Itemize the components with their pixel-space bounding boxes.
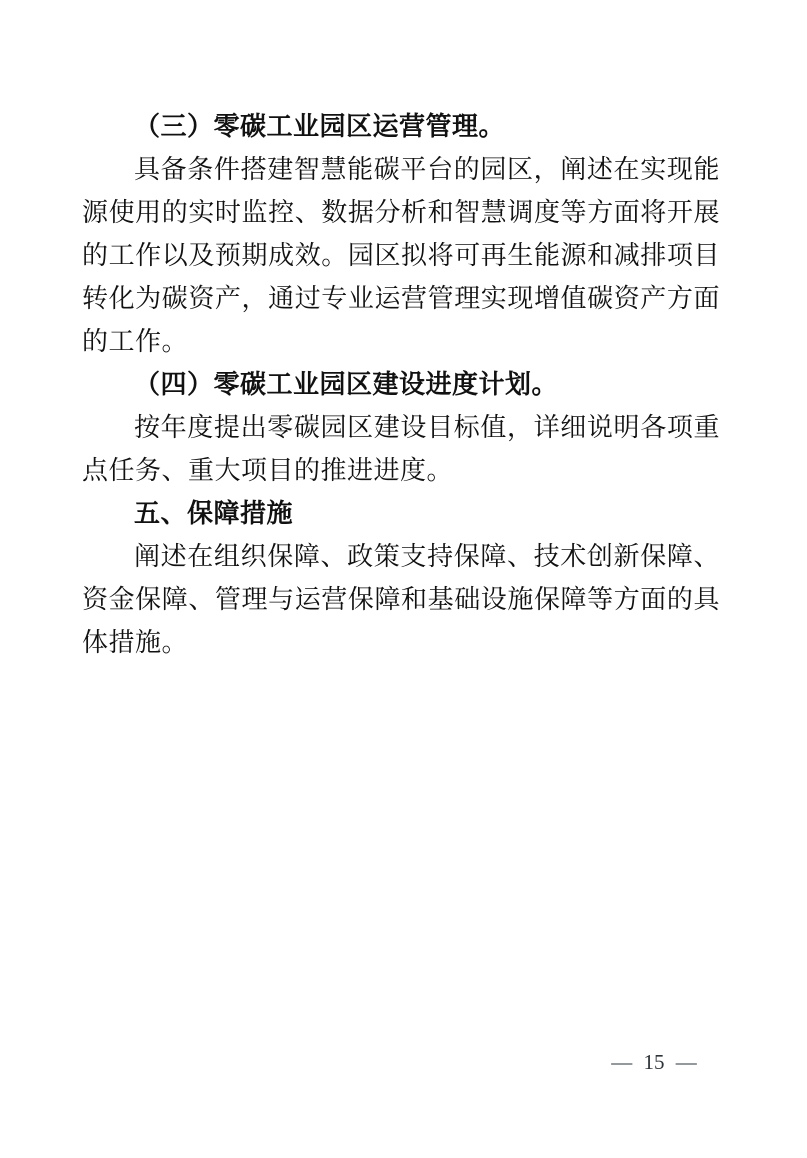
paragraph-construction-schedule: 按年度提出零碳园区建设目标值，详细说明各项重点任务、重大项目的推进进度。 [82, 413, 720, 485]
document-body [82, 105, 720, 664]
section-heading-5-safeguard-measures: 五、保障措施 [134, 498, 294, 528]
page-number: — 15 — [611, 1050, 697, 1074]
paragraph-safeguard-measures: 阐述在组织保障、政策支持保障、技术创新保障、资金保障、管理与运营保障和基础设施保障等方面的具体措施。 [82, 542, 720, 657]
paragraph-operations-management: 具备条件搭建智慧能碳平台的园区，阐述在实现能源使用的实时监控、数据分析和智慧调度等方面将开展的工作以及预期成效。园区拟将可再生能源和减排项目转化为碳资产，通过专业运营管理实现增值碳资产方面的工作。 [82, 155, 720, 356]
section-heading-4-construction-schedule: （四）零碳工业园区建设进度计划。 [134, 370, 559, 399]
section-heading-3-operations-management: （三）零碳工业园区运营管理。 [134, 112, 506, 141]
